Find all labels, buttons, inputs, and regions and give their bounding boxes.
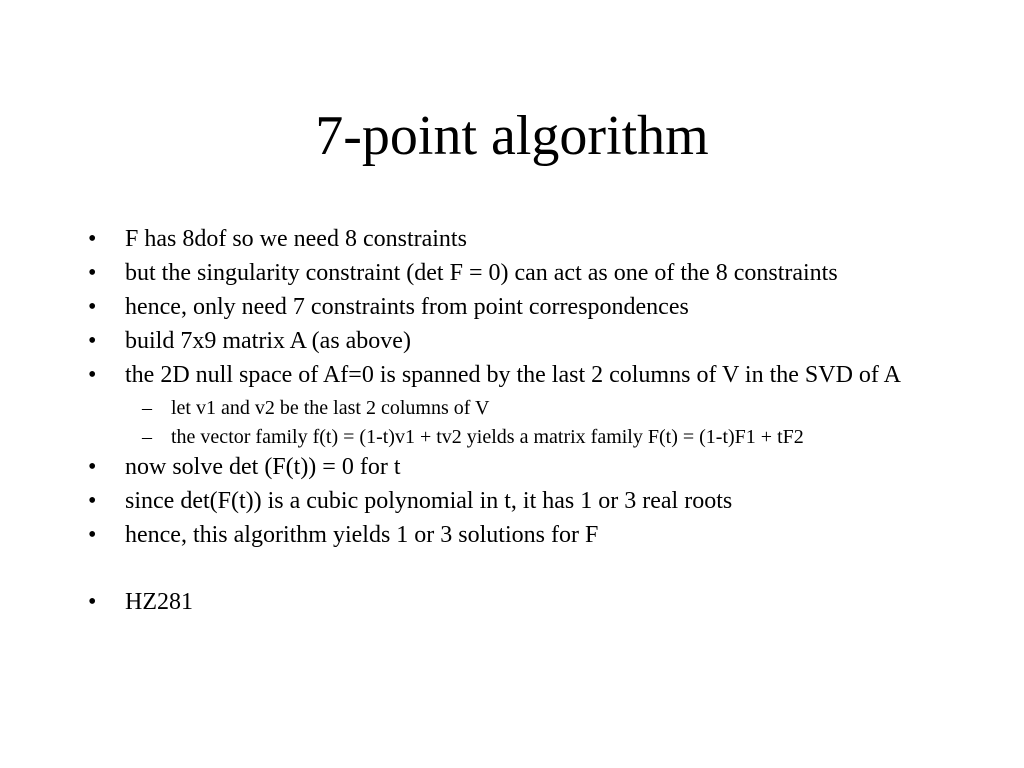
bullet-text: the 2D null space of Af=0 is spanned by the last 2 columns of V in the SVD of A (125, 362, 901, 388)
bullet-marker: • (88, 454, 97, 480)
bullet-marker: • (88, 226, 97, 252)
bullet-text: F has 8dof so we need 8 constraints (125, 226, 467, 252)
bullet-marker: • (88, 294, 97, 320)
bullet-item (0, 362, 1024, 389)
bullet-marker: • (88, 362, 97, 388)
bullet-text: but the singularity constraint (det F = 0) can act as one of the 8 constraints (125, 260, 838, 286)
bullet-item (0, 294, 1024, 321)
bullet-text: since det(F(t)) is a cubic polynomial in t, it has 1 or 3 real roots (125, 488, 733, 514)
bullet-item (0, 328, 1024, 355)
sub-bullet-text: let v1 and v2 be the last 2 columns of V (171, 397, 490, 419)
reference-item (0, 589, 1024, 616)
sub-bullet-marker: – (142, 397, 152, 419)
bullet-text: build 7x9 matrix A (as above) (125, 328, 411, 354)
slide-title: 7-point algorithm (315, 105, 709, 167)
sub-bullet-marker: – (142, 426, 152, 448)
bullet-text: now solve det (F(t)) = 0 for t (125, 454, 401, 480)
bullet-item (0, 454, 1024, 481)
spacer (0, 556, 1024, 589)
bullet-item (0, 522, 1024, 549)
bullet-marker: • (88, 488, 97, 514)
bullet-text: hence, only need 7 constraints from point correspondences (125, 294, 689, 320)
bullet-marker: • (88, 589, 97, 615)
sub-bullet-item (0, 425, 1024, 449)
sub-bullet-text: the vector family f(t) = (1-t)v1 + tv2 yields a matrix family F(t) = (1-t)F1 + tF2 (171, 426, 804, 448)
bullet-item (0, 488, 1024, 515)
bullet-marker: • (88, 522, 97, 548)
bullet-text: hence, this algorithm yields 1 or 3 solutions for F (125, 522, 599, 548)
bullet-list (0, 226, 1024, 623)
sub-bullet-item (0, 396, 1024, 420)
bullet-item (0, 260, 1024, 287)
reference-text: HZ281 (125, 589, 193, 615)
bullet-marker: • (88, 260, 97, 286)
bullet-item (0, 226, 1024, 253)
bullet-marker: • (88, 328, 97, 354)
